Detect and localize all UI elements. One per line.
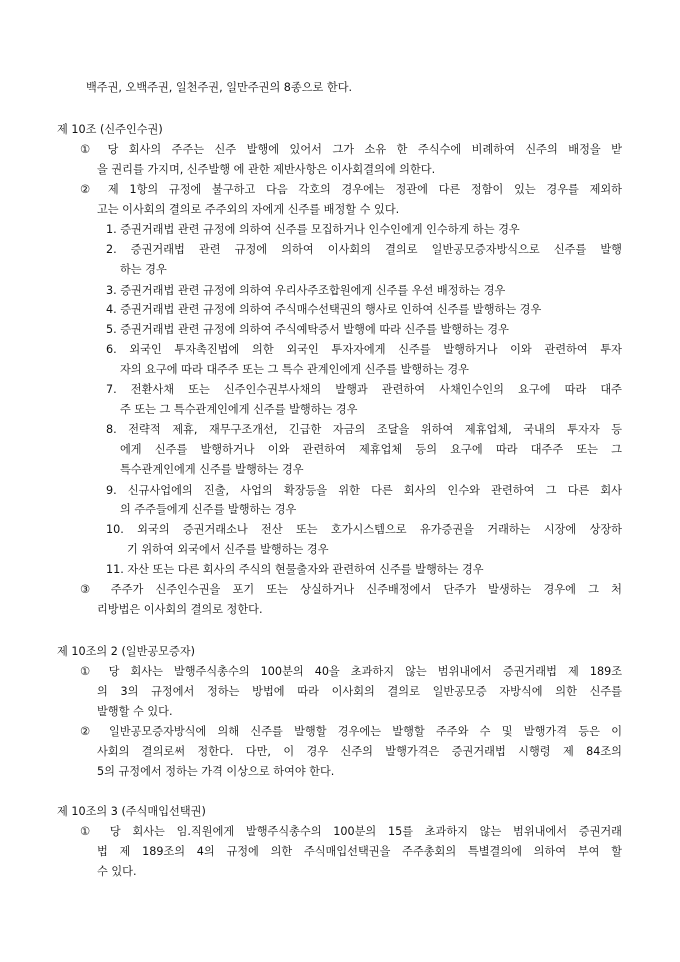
article-10-para-3-line-1: ③ 주주가 신주인수권을 포기 또는 상실하거나 신주배정에서 단주가 발생하는 경우에 그 처 [80, 583, 622, 596]
article-10-para-2-line-1: ② 제 1항의 규정에 불구하고 다음 각호의 경우에는 정관에 다른 정함이 있는 경우를 제외하 [80, 183, 622, 196]
intro-line: 백주권, 오백주권, 일천주권, 일만주권의 8종으로 한다. [86, 81, 353, 94]
article-10-3-para-1-line-2: 법 제 189조의 4의 규정에 의한 주식매입선택권을 주주총회의 특별결의에 의하여 부여 할 [97, 845, 622, 858]
article-10-2-heading: 제 10조의 2 (일반공모증자) [57, 645, 196, 658]
article-10-para-1-line-1: ① 당 회사의 주주는 신주 발행에 있어서 그가 소유 한 주식수에 비례하여 신주의 배정을 받 [80, 143, 622, 156]
item-2-line-1: 2. 증권거래법 관련 규정에 의하여 이사회의 결의로 일반공모증자방식으로 신주를 발행 [106, 243, 622, 256]
article-10-2-para-2-line-3: 5의 규정에서 정하는 가격 이상으로 하여야 한다. [97, 765, 335, 778]
item-2-line-2: 하는 경우 [120, 263, 167, 276]
item-6-line-1: 6. 외국인 투자촉진법에 의한 외국인 투자자에게 신주를 발행하거나 이와 관련하여 투자 [106, 343, 622, 356]
article-10-heading: 제 10조 (신주인수권) [57, 123, 163, 136]
article-10-3-heading: 제 10조의 3 (주식매입선택권) [57, 805, 206, 818]
article-10-2-para-2-line-2: 사회의 결의로써 정한다. 다만, 이 경우 신주의 발행가격은 증권거래법 시행령 제 84조의 [97, 745, 622, 758]
item-10-line-2: 기 위하여 외국에서 신주를 발행하는 경우 [127, 543, 329, 556]
item-8-line-1: 8. 전략적 제휴, 재무구조개선, 긴급한 자금의 조달을 위하여 제휴업체, 국내의 투자자 등 [106, 423, 622, 436]
article-10-2-para-1-line-3: 발행할 수 있다. [97, 705, 173, 718]
item-10-line-1: 10. 외국의 증권거래소나 전산 또는 호가시스템으로 유가증권을 거래하는 시장에 상장하 [106, 523, 622, 536]
article-10-para-1-line-2: 을 권리를 가지며, 신주발행 에 관한 제반사항은 이사회결의에 의한다. [97, 163, 436, 176]
article-10-2-para-2-line-1: ② 일반공모증자방식에 의해 신주를 발행할 경우에는 발행할 주주와 수 및 발행가격 등은 이 [80, 725, 622, 738]
item-11: 11. 자산 또는 다른 회사의 주식의 현물출자와 관련하여 신주를 발행하는 경우 [106, 563, 484, 576]
article-10-3-para-1-line-3: 수 있다. [97, 865, 137, 878]
article-10-2-para-1-line-2: 의 3의 규정에서 정하는 방법에 따라 이사회의 결의로 일반공모증 자방식에 의한 신주를 [97, 685, 622, 698]
item-4: 4. 증권거래법 관련 규정에 의하여 주식매수선택권의 행사로 인하여 신주를 발행하는 경우 [106, 303, 542, 316]
item-1: 1. 증권거래법 관련 규정에 의하여 신주를 모집하거나 인수인에게 인수하게 하는 경우 [106, 223, 520, 236]
article-10-para-3-line-2: 리방법은 이사회의 결의로 정한다. [97, 603, 263, 616]
item-8-line-3: 특수관계인에게 신주를 발행하는 경우 [120, 463, 304, 476]
item-9-line-1: 9. 신규사업에의 진출, 사업의 확장등을 위한 다른 회사의 인수와 관련하여 그 다른 회사 [106, 484, 622, 497]
item-3: 3. 증권거래법 관련 규정에 의하여 우리사주조합원에게 신주를 우선 배정하는 경우 [106, 284, 506, 297]
article-10-3-para-1-line-1: ① 당 회사는 임.직원에게 발행주식총수의 100분의 15를 초과하지 않는 범위내에서 증권거래 [80, 825, 622, 838]
item-7-line-1: 7. 전환사채 또는 신주인수권부사채의 발행과 관련하여 사채인수인의 요구에 따라 대주 [106, 383, 622, 396]
item-9-line-2: 의 주주들에게 신주를 발행하는 경우 [120, 503, 297, 516]
article-10-para-2-line-2: 고는 이사회의 결의로 주주외의 자에게 신주를 배정할 수 있다. [97, 203, 400, 216]
item-5: 5. 증권거래법 관련 규정에 의하여 주식예탁증서 발행에 따라 신주를 발행하는 경우 [106, 323, 509, 336]
article-10-2-para-1-line-1: ① 당 회사는 발행주식총수의 100분의 40을 초과하지 않는 범위내에서 증권거래법 제 189조 [80, 665, 622, 678]
item-7-line-2: 주 또는 그 특수관계인에게 신주를 발행하는 경우 [120, 403, 358, 416]
item-8-line-2: 에게 신주를 발행하거나 이와 관련하여 제휴업체 등의 요구에 따라 대주주 또는 그 [120, 443, 622, 456]
item-6-line-2: 자의 요구에 따라 대주주 또는 그 특수 관계인에게 신주를 발행하는 경우 [120, 363, 469, 376]
